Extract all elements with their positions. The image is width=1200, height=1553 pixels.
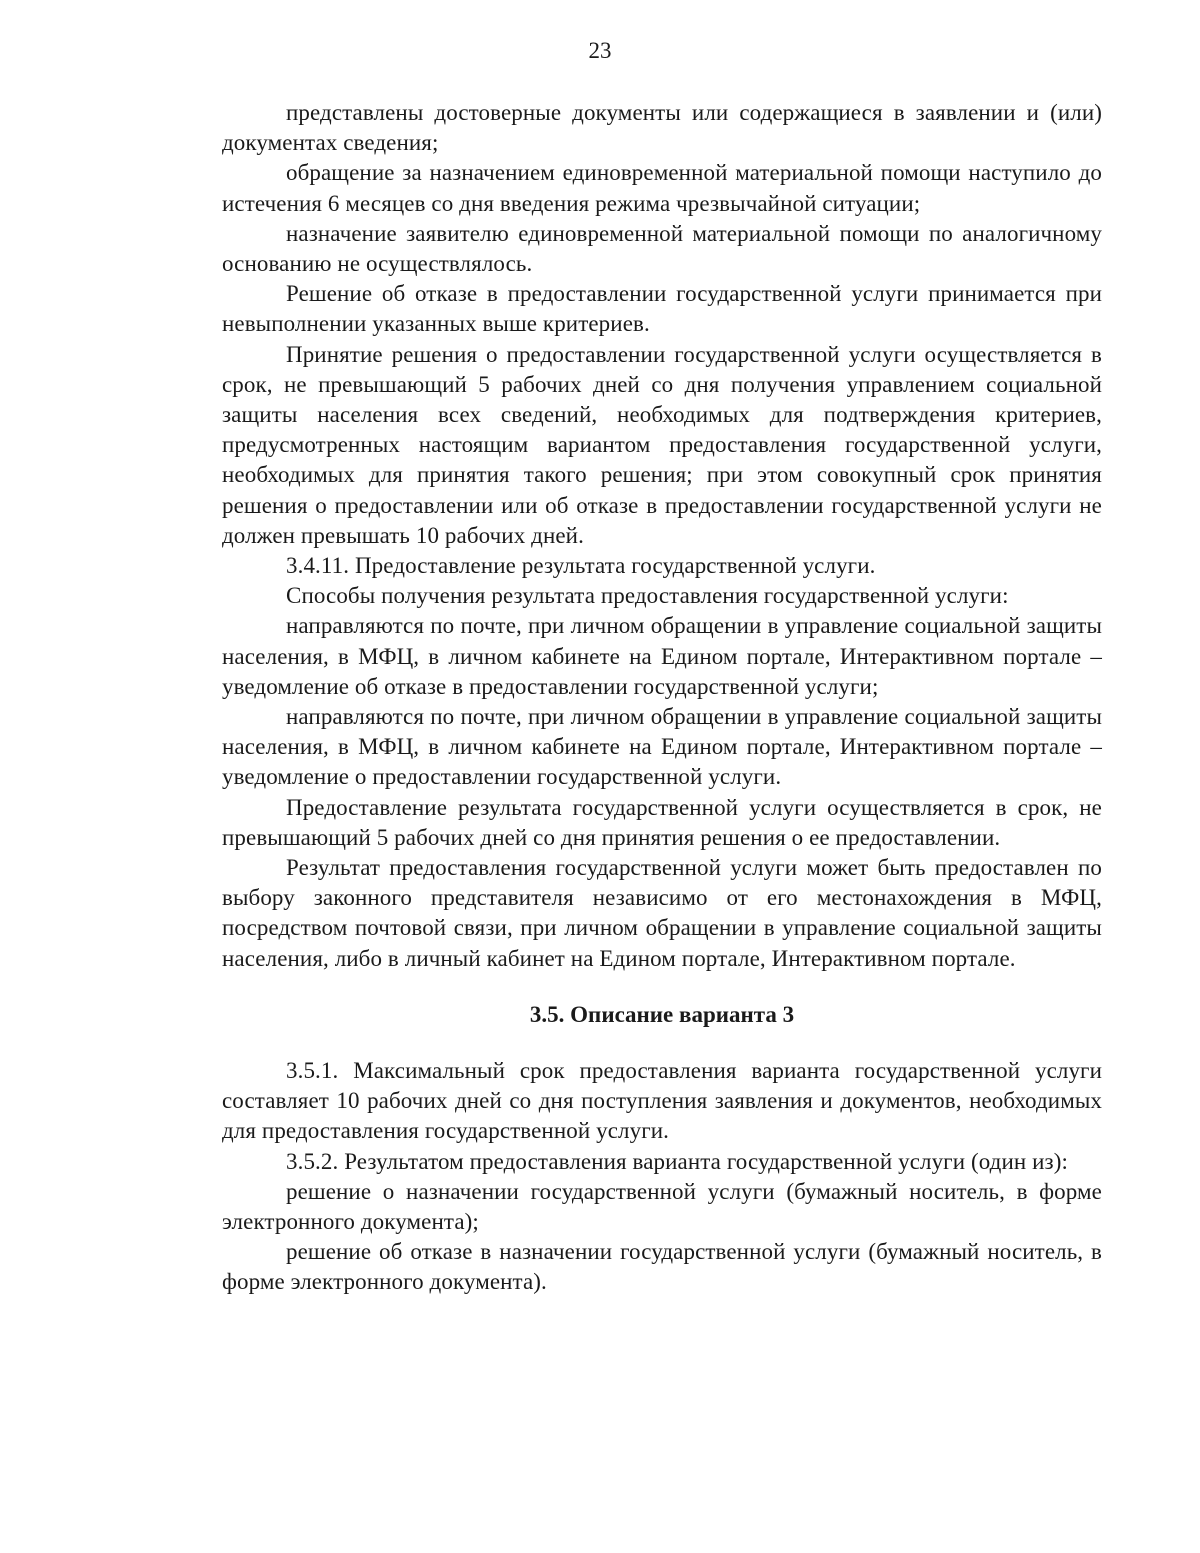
paragraph: направляются по почте, при личном обращении в управление социальной защиты населения, в МФЦ, в личном кабинете на Едином портале, Интерактивном портале – уведомление о предоставлении государственной услуги. xyxy=(222,704,1102,790)
paragraph: решение о назначении государственной услуги (бумажный носитель, в форме электронного документа); xyxy=(222,1178,1102,1234)
paragraph: назначение заявителю единовременной материальной помощи по аналогичному основанию не осуществлялось. xyxy=(222,220,1102,277)
paragraph: Предоставление результата государственной услуги осуществляется в срок, не превышающий 5 рабочих дней со дня принятия решения о ее предоставлении. xyxy=(222,794,1102,850)
page-content xyxy=(222,98,1102,1298)
section-heading: 3.5. Описание варианта 3 xyxy=(529,1001,795,1027)
paragraph: Результат предоставления государственной услуги может быть предоставлен по выбору законного представителя независимо от его местонахождения в МФЦ, посредством почтовой связи, при личном обращении в управление социальной защиты населения, либо в личный кабинет на Едином портале, Интерактивном портале. xyxy=(222,855,1102,971)
paragraph: 3.4.11. Предоставление результата государственной услуги. xyxy=(286,553,876,579)
paragraph: Способы получения результата предоставления государственной услуги: xyxy=(286,583,1009,609)
paragraph: 3.5.1. Максимальный срок предоставления варианта государственной услуги составляет 10 рабочих дней со дня поступления заявления и документов, необходимых для предоставления государственной услуги. xyxy=(222,1057,1102,1144)
paragraph: обращение за назначением единовременной материальной помощи наступило до истечения 6 месяцев со дня введения режима чрезвычайной ситуации; xyxy=(222,160,1102,216)
paragraph: представлены достоверные документы или содержащиеся в заявлении и (или) документах сведения; xyxy=(222,100,1102,156)
paragraph: 3.5.2. Результатом предоставления варианта государственной услуги (один из): xyxy=(286,1148,1068,1174)
paragraph: решение об отказе в назначении государственной услуги (бумажный носитель, в форме электронного документа). xyxy=(222,1239,1102,1295)
page-number: 23 xyxy=(588,38,612,63)
paragraph: Решение об отказе в предоставлении государственной услуги принимается при невыполнении указанных выше критериев. xyxy=(222,281,1102,337)
paragraph: направляются по почте, при личном обращении в управление социальной защиты населения, в МФЦ, в личном кабинете на Едином портале, Интерактивном портале – уведомление об отказе в предоставлении государственной услуги; xyxy=(222,613,1102,699)
paragraph: Принятие решения о предоставлении государственной услуги осуществляется в срок, не превышающий 5 рабочих дней со дня получения управлением социальной защиты населения всех сведений, необходимых для подтверждения критериев, предусмотренных настоящим вариантом предоставления государственной услуги, необходимых для принятия такого решения; при этом совокупный срок принятия решения о предоставлении или об отказе в предоставлении государственной услуги не должен превышать 10 рабочих дней. xyxy=(222,341,1102,548)
